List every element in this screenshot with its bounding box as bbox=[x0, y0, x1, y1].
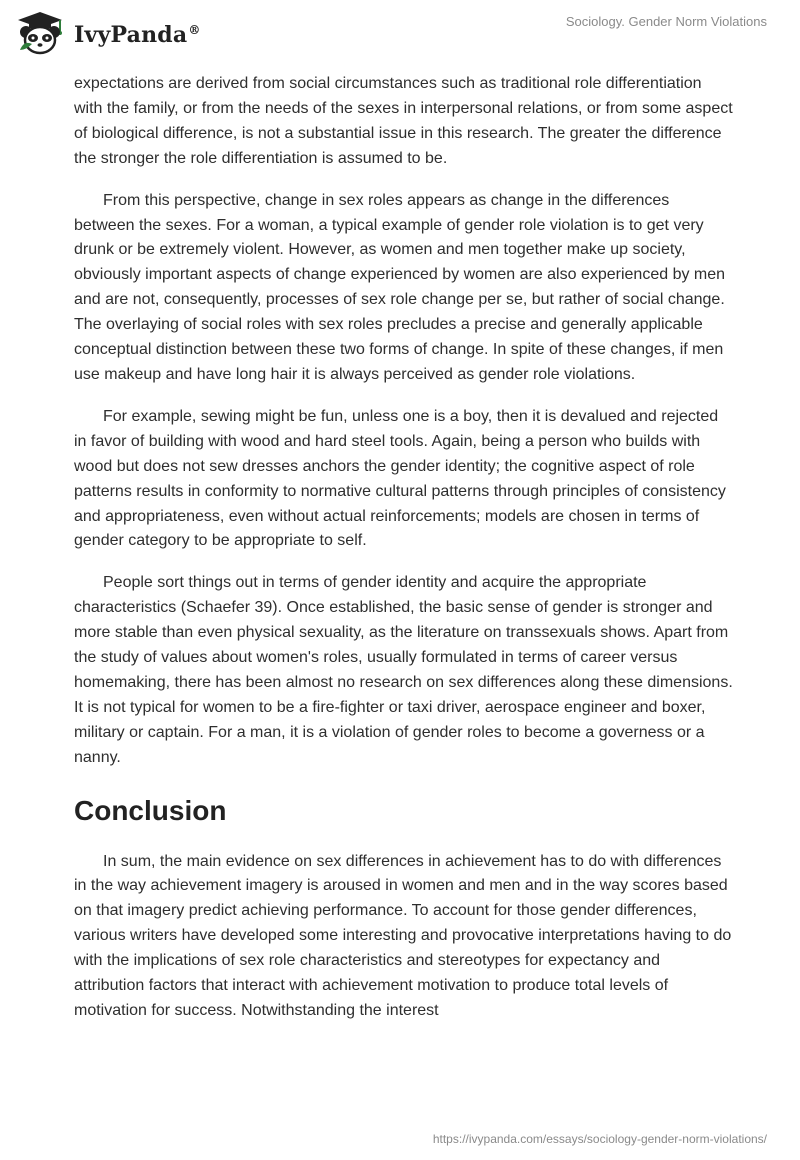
panda-graduate-logo-icon bbox=[14, 10, 66, 56]
logo[interactable] bbox=[14, 10, 201, 56]
paragraph-3: For example, sewing might be fun, unless one is a boy, then it is devalued and rejected in favor of building with wood and hard steel tools. Again, being a person who builds with wood but does not sew dresses anchors the gender identity; the cognitive aspect of role patterns results in conformity to normative cultural patterns through principles of consistency and appropriateness, even without actual reinforcements; models are chosen in terms of gender category to be appropriate to self. bbox=[74, 407, 726, 550]
source-url[interactable]: https://ivypanda.com/essays/sociology-gender-norm-violations/ bbox=[432, 1132, 767, 1146]
paragraph-1: expectations are derived from social circumstances such as traditional role differentiation with the family, or from the needs of the sexes in interpersonal relations, or from some aspect of biological difference, is not a substantial issue in this research. The greater the difference the stronger the role differentiation is assumed to be. bbox=[74, 75, 733, 167]
page-header bbox=[0, 0, 800, 72]
brand-name: IvyPanda® bbox=[74, 22, 201, 48]
conclusion-paragraph: In sum, the main evidence on sex differences in achievement has to do with differences in the way achievement imagery is aroused in women and men and in the way scores based on that imagery predict achieving performance. To account for those gender differences, various writers have developed some interesting and provocative interpretations having to do with the implications of sex role characteristics and stereotypes for expectancy and attribution factors that interact with achievement motivation to produce total levels of motivation for success. Notwithstanding the interest bbox=[74, 852, 732, 1019]
paragraph-2: From this perspective, change in sex roles appears as change in the differences between the sexes. For a woman, a typical example of gender role violation is to get very drunk or be extremely violent. However, as women and men together make up society, obviously important aspects of change experienced by women are also experienced by men and are not, consequently, processes of sex role change per se, but rather of social change. The overlaying of social roles with sex roles precludes a precise and generally applicable conceptual distinction between these two forms of change. In spite of these changes, if men use makeup and have long hair it is always perceived as gender role violations. bbox=[74, 191, 726, 383]
document-title: Sociology. Gender Norm Violations bbox=[565, 14, 767, 29]
essay-body bbox=[74, 72, 734, 1041]
paragraph-4: People sort things out in terms of gender identity and acquire the appropriate characteristics (Schaefer 39). Once established, the basic sense of gender is stronger and more stable than even physical sexuality, as the literature on transsexuals shows. Apart from the study of values about women's roles, usually formulated in terms of career versus homemaking, there has been almost no research on sex differences along these dimensions. It is not typical for women to be a fire-fighter or taxi driver, aerospace engineer and boxer, military or captain. For a man, it is a violation of gender roles to become a governess or a nanny. bbox=[74, 574, 733, 766]
conclusion-heading: Conclusion bbox=[74, 794, 227, 826]
